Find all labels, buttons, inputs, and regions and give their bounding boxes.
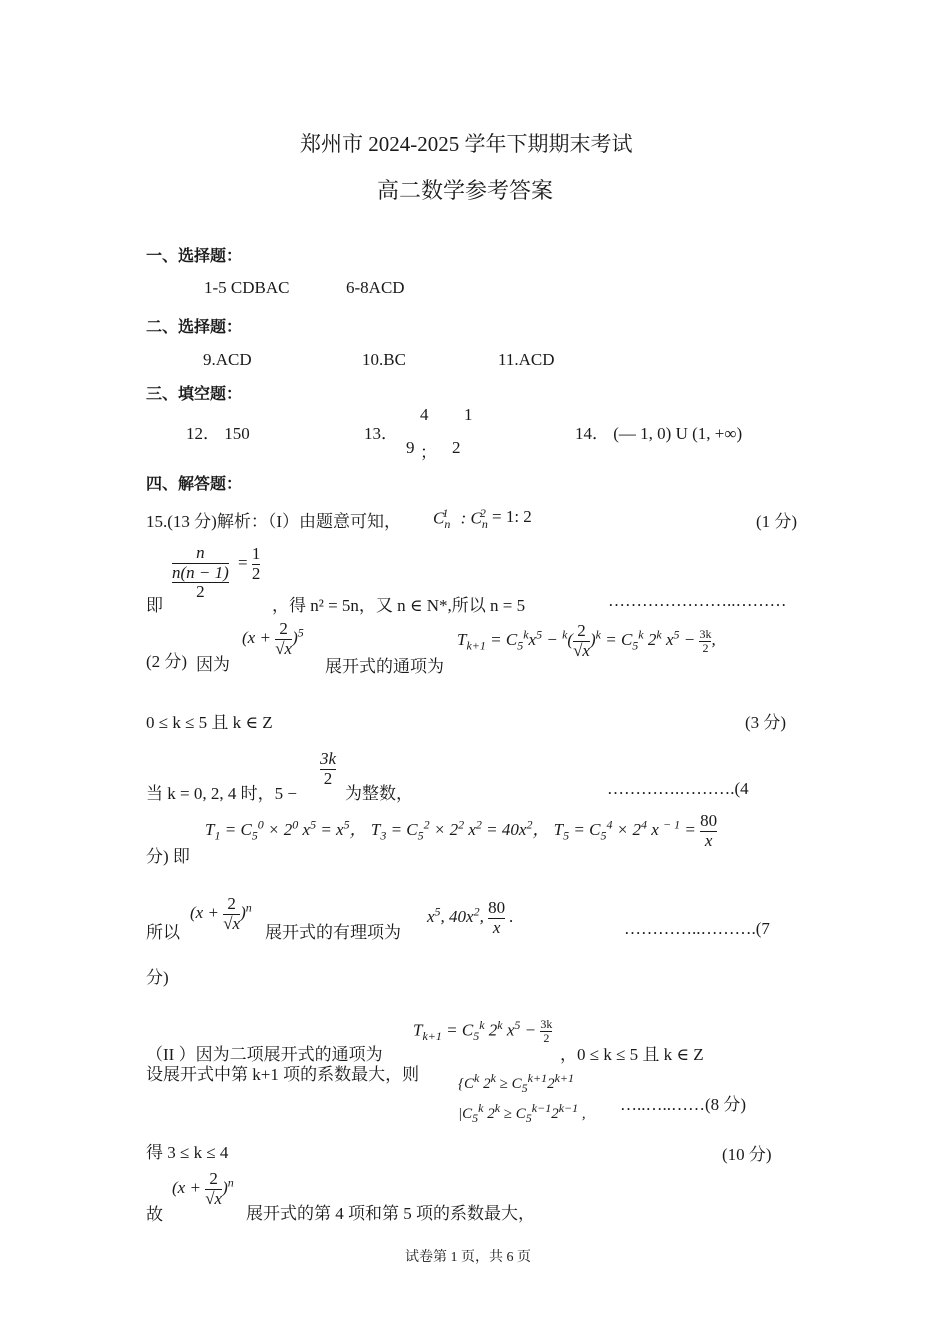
binomial-ratio: $C_n^1$ : $C_n^2$	[433, 506, 488, 532]
answer-10: 10.BC	[362, 350, 406, 369]
answer-12: 12． 150	[186, 424, 250, 443]
score-10: (10 分)	[722, 1145, 772, 1164]
answer-9: 9.ACD	[203, 350, 252, 369]
answer-14: 14． (— 1, 0) U (1, +∞)	[575, 424, 743, 443]
term-text: 展开式的通项为	[325, 657, 444, 676]
integer-text: 为整数，	[345, 784, 413, 803]
assume-text: 设展开式中第 k+1 项的系数最大，则	[146, 1065, 420, 1084]
rational-terms-calc: $T_1 = C_5^0 \times 2^0$ $x^5 = x^5$， $T_3 = C_5^2 \times 2^2$ $x^2 = 40x^2$， $T_5 = C_5^4 \times 2^4$ x $^{- 1}$ = $\frac{80}{x}$	[205, 811, 718, 850]
fraction-3k-over-2: $\frac{3k}{2}$	[320, 749, 337, 788]
score-1: (1 分)	[756, 512, 798, 531]
conclusion-text: 展开式的第 4 项和第 5 项的系数最大，	[246, 1204, 535, 1223]
part2-text: （II ）因为二项展开式的通项为	[146, 1045, 383, 1064]
answer-13-num1: 4	[420, 405, 429, 424]
score-4-tail: 分) 即	[146, 847, 190, 866]
page-subtitle: 高二数学参考答案	[377, 178, 554, 203]
score-2: (2 分)	[146, 652, 188, 671]
problem-15-intro: 15.(13 分)解析：（I）由题意可知，	[146, 512, 401, 531]
rational-terms-list: $x^5$, $40x^2$, $\frac{80}{x}$ .	[427, 898, 514, 937]
answer-13-sep: ；	[420, 443, 437, 462]
answer-13-label: 13．	[364, 424, 398, 443]
section-heading-choice: 一、选择题：	[146, 246, 243, 265]
dots-1: …………………..………	[608, 591, 787, 610]
because-label: 因为	[196, 655, 230, 674]
ratio-value: = 1: 2	[492, 507, 532, 526]
part2-range: ，0 ≤ k ≤ 5 且 k ∈ Z	[560, 1045, 704, 1064]
line2-text: ，得 n² = 5n，又 n ∈ N*,所以 n = 5	[272, 596, 526, 615]
page-footer: 试卷第 1 页，共 6 页	[405, 1250, 531, 1265]
inequality-system: {$C^k$ $2^k \ge C_5^{k+1}2^{k+1}$ $|C_5^k$ $2^k \ge C_5^{k-1}2^{k-1}$ ,	[458, 1071, 586, 1126]
dots-4: …..…..……(8 分)	[620, 1095, 747, 1114]
exam-title: 郑州市 2024-2025 学年下期期末考试	[300, 132, 633, 156]
general-term-formula: $T_{k+1} = C_5^kx^5 - ^k$( $\frac{2}{√x}$ )$^k = C_5^k$ 2$^k$ $x^5$ − $\frac{3k}{2}$ ,	[457, 621, 716, 660]
answer-13-num2: 1	[464, 405, 473, 424]
part2-general-term: $T_{k+1} = C_5^k$ 2$^k$ $x^5$ − $\frac{3k}{2}$	[413, 1017, 553, 1046]
dots-2: ………….……….(4	[607, 779, 749, 798]
binomial-expression-n: (x + $\frac{2}{√x}$ )$^n$	[190, 894, 252, 933]
rational-text: 展开式的有理项为	[265, 923, 401, 942]
fraction-n-over-comb: n n(n − 1) 2	[172, 543, 229, 602]
answer-13-den1: 9	[406, 438, 415, 457]
when-text: 当 k = 0, 2, 4 时，5 −	[146, 784, 297, 803]
score-7-tail: 分)	[146, 968, 169, 987]
equals-half: = $\frac{1}{2}$	[238, 544, 261, 583]
answer-13-den2: 2	[452, 438, 461, 457]
range-1: 0 ≤ k ≤ 5 且 k ∈ Z	[146, 713, 273, 732]
section-heading-solutions: 四、解答题：	[146, 474, 243, 493]
result-text: 得 3 ≤ k ≤ 4	[146, 1143, 229, 1162]
section-heading-fill: 三、填空题：	[146, 384, 243, 403]
answers-6-8: 6-8ACD	[346, 278, 405, 297]
dots-3: …………..……….(7	[624, 919, 770, 938]
ji-label: 即	[146, 596, 163, 615]
rational-prefix: 所以	[146, 923, 180, 942]
binomial-expression: (x + $\frac{2}{√x}$ )$^5$	[242, 619, 304, 658]
section-heading-multi-choice: 二、选择题：	[146, 317, 243, 336]
conclusion-prefix: 故	[146, 1205, 163, 1224]
score-3: (3 分)	[745, 713, 787, 732]
conclusion-binomial: (x + $\frac{2}{√x}$ )$^n$	[172, 1169, 234, 1208]
answers-1-5: 1-5 CDBAC	[204, 278, 290, 297]
answer-11: 11.ACD	[498, 350, 555, 369]
